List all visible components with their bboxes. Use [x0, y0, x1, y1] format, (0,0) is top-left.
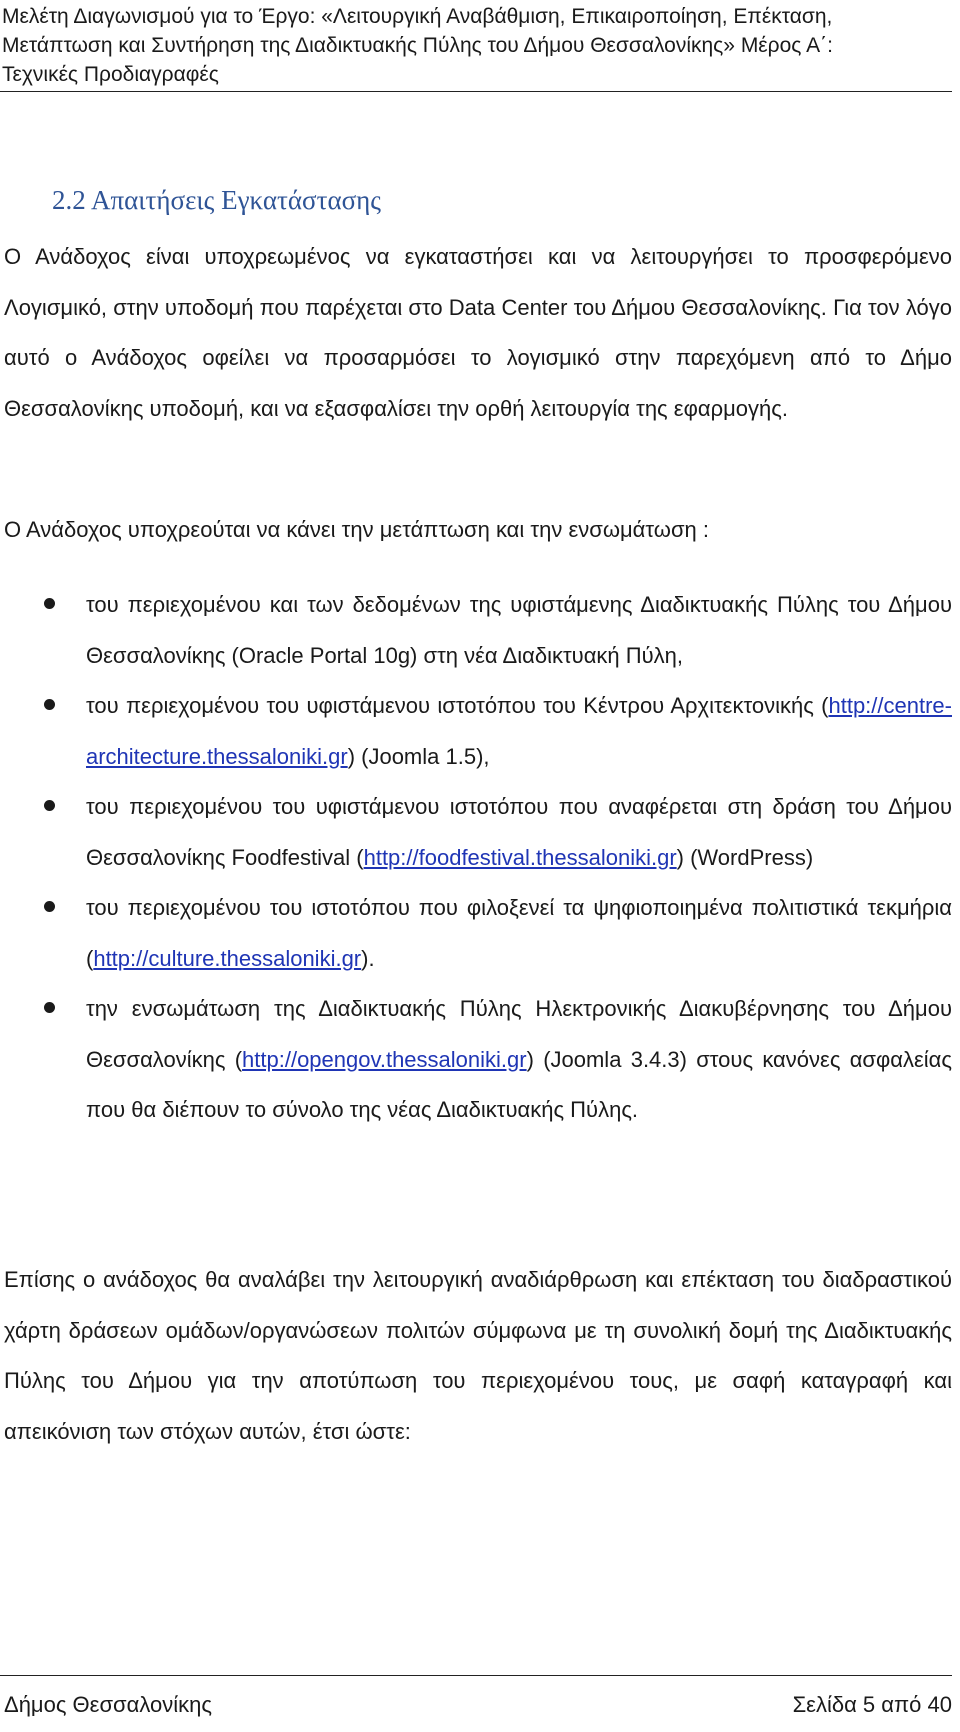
paragraph-migration-intro: Ο Ανάδοχος υποχρεούται να κάνει την μετάπτωση και την ενσωμάτωση : [4, 517, 709, 542]
header-line-3: Τεχνικές Προδιαγραφές [2, 63, 219, 86]
header-line-2: Μετάπτωση και Συντήρηση της Διαδικτυακής Πύλης του Δήμου Θεσσαλονίκης» Μέρος Α΄: [2, 34, 833, 57]
bullet-icon [44, 1002, 55, 1013]
link-culture[interactable]: http://culture.thessaloniki.gr [93, 945, 362, 971]
list-item [0, 681, 952, 782]
list-item-text: ) (Joomla 1.5), [347, 743, 490, 769]
list-item [0, 782, 952, 883]
list-item-text: του περιεχομένου του υφιστάμενου ιστοτόπου που αναφέρεται στη δράση του Δήμου Θεσσαλονίκης Foodfestival ( [86, 794, 952, 870]
bullet-icon [44, 598, 55, 609]
paragraph-installation: Ο Ανάδοχος είναι υποχρεωμένος να εγκαταστήσει και να λειτουργήσει το προσφερόμενο Λογισμικό, στην υποδομή που παρέχεται στο Data Center του Δήμου Θεσσαλονίκης. Για τον λόγο αυτό ο Ανάδοχος οφείλει να προσαρμόσει το λογισμικό στην παρεχόμενη από το Δήμο Θεσσαλονίκης υποδομή, και να εξασφαλίσει την ορθή λειτουργία της εφαρμογής. [4, 244, 952, 421]
list-item-text: ) (Joomla 3.4.3) στους κανόνες ασφαλείας που θα διέπουν το σύνολο της νέας Διαδικτυακής Πύλης. [86, 1046, 952, 1122]
bullet-icon [44, 699, 55, 710]
migration-list [0, 580, 952, 1136]
footer-page-number: Σελίδα 5 από 40 [792, 1692, 952, 1717]
link-centre-architecture[interactable]: http://centre-architecture.thessaloniki.gr [86, 693, 952, 769]
bullet-icon [44, 901, 55, 912]
list-item-text: του περιεχομένου και των δεδομένων της υφιστάμενης Διαδικτυακής Πύλης του Δήμου Θεσσαλονίκης (Oracle Portal 10g) στη νέα Διαδικτυακή Πύλη, [86, 592, 952, 668]
list-item-text: ). [361, 945, 375, 971]
link-foodfestival[interactable]: http://foodfestival.thessaloniki.gr [363, 844, 677, 870]
list-item [0, 883, 952, 984]
link-opengov[interactable]: http://opengov.thessaloniki.gr [242, 1046, 527, 1072]
bullet-icon [44, 800, 55, 811]
list-item-text: την ενσωμάτωση της Διαδικτυακής Πύλης Ηλεκτρονικής Διακυβέρνησης του Δήμου Θεσσαλονίκης ( [86, 996, 952, 1072]
list-item-text: ) (WordPress) [676, 844, 814, 870]
footer-divider [0, 1675, 952, 1676]
section-title: 2.2 Απαιτήσεις Εγκατάστασης [52, 185, 381, 215]
paragraph-map-expansion: Επίσης ο ανάδοχος θα αναλάβει την λειτουργική αναδιάρθρωση και επέκταση του διαδραστικού χάρτη δράσεων ομάδων/οργανώσεων πολιτών σύμφωνα με τη συνολική δομή της Διαδικτυακής Πύλης του Δήμου για την αποτύπωση του περιεχομένου τους, με σαφή καταγραφή και απεικόνιση των στόχων αυτών, έτσι ώστε: [4, 1267, 952, 1444]
list-item-text: του περιεχομένου του υφιστάμενου ιστοτόπου του Κέντρου Αρχιτεκτονικής ( [86, 693, 829, 718]
footer-organization: Δήμος Θεσσαλονίκης [4, 1692, 212, 1717]
list-item-text: του περιεχομένου του ιστοτόπου που φιλοξενεί τα ψηφιοποιημένα πολιτιστικά τεκμήρια ( [86, 895, 952, 971]
list-item [0, 984, 952, 1136]
page-header [2, 2, 954, 89]
list-item [0, 580, 952, 681]
header-line-1: Μελέτη Διαγωνισμού για το Έργο: «Λειτουργική Αναβάθμιση, Επικαιροποίηση, Επέκταση, [2, 5, 833, 28]
header-divider [0, 91, 952, 92]
